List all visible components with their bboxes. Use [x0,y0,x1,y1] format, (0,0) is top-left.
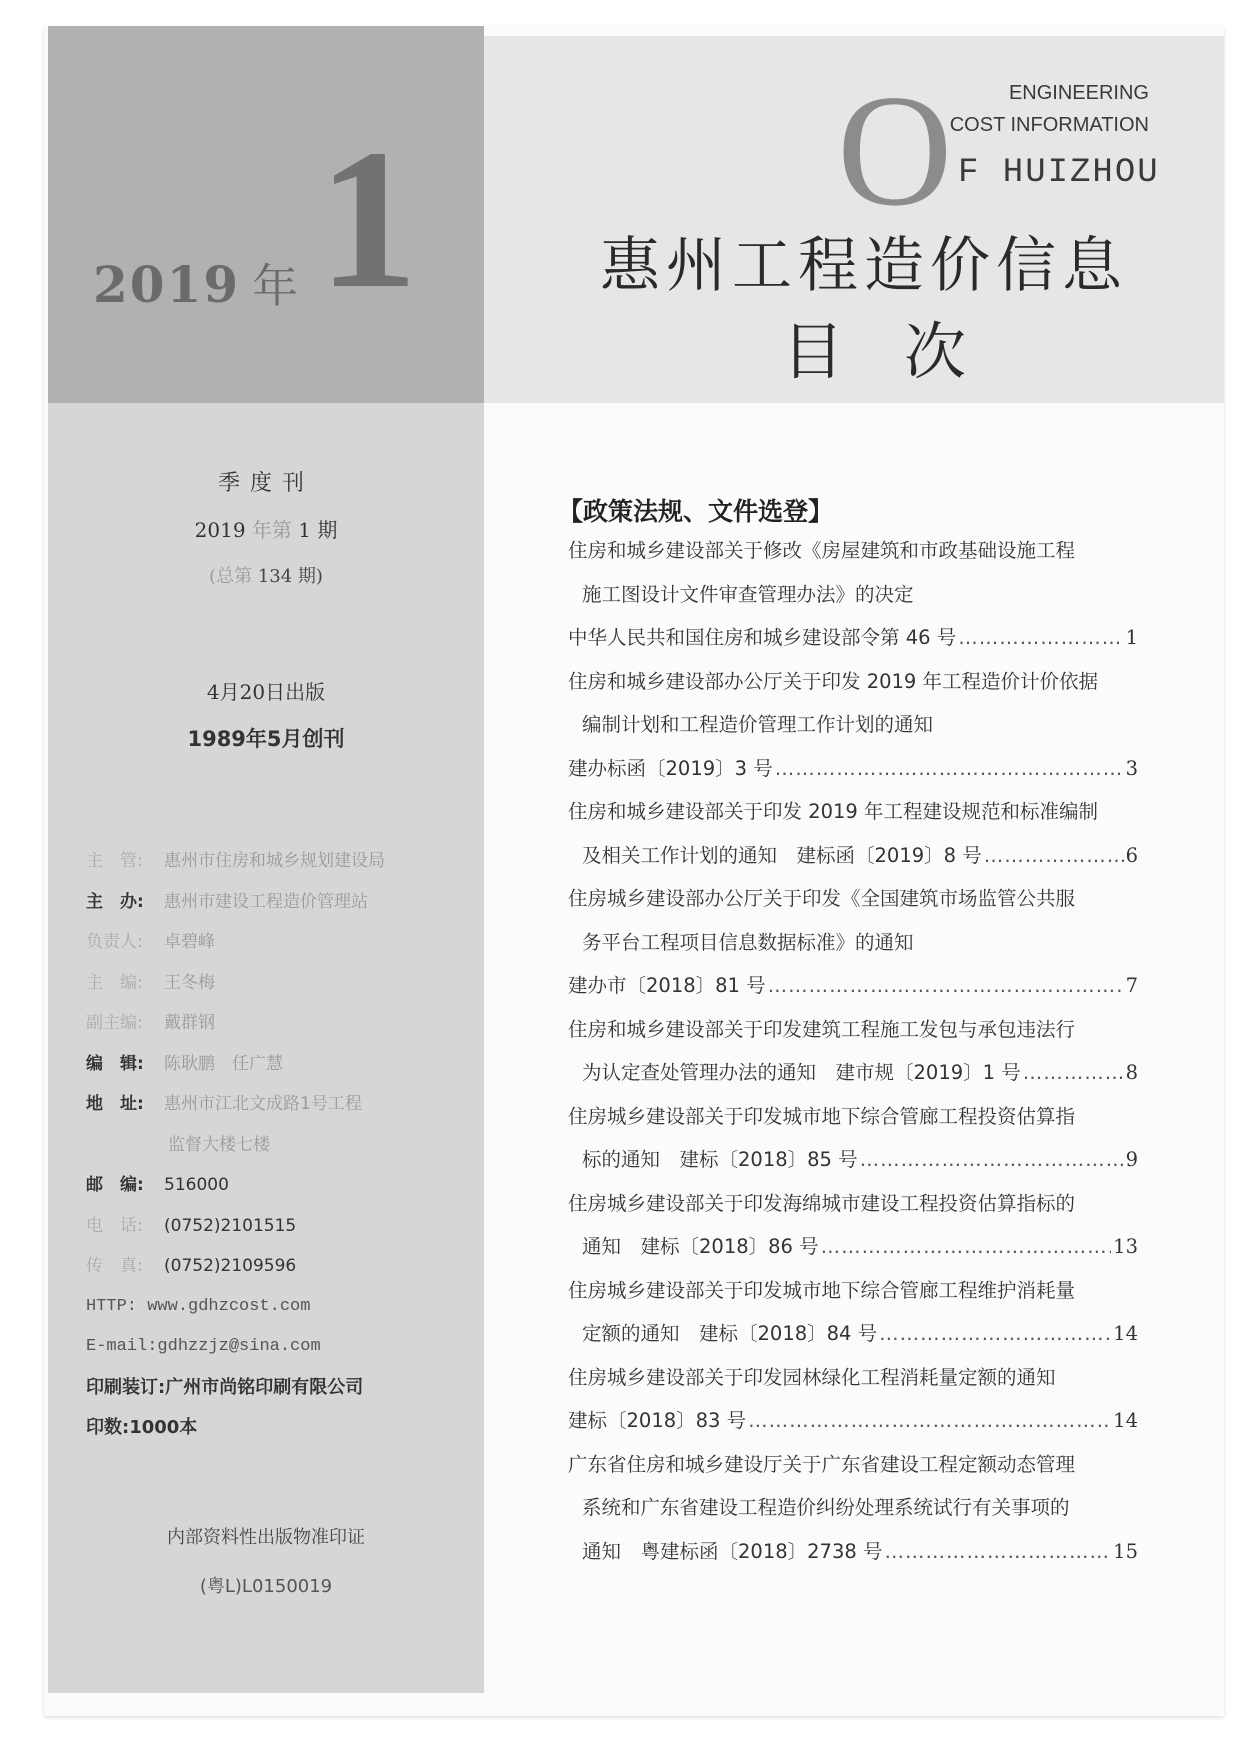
toc-section-heading: 【政策法规、文件选登】 [558,497,834,526]
masthead-row-print-run: 印数:1000本 [86,1417,198,1438]
dot-leader [768,973,1124,1017]
toc-entry[interactable]: 系统和广东省建设工程造价纠纷处理系统试行有关事项的 [582,1496,1070,1519]
masthead-row-address: 地 址: 惠州市江北文成路1号工程 [86,1094,362,1114]
contents-heading: 目次 [782,315,1027,388]
dot-leader [775,756,1124,800]
masthead-row-postcode: 邮 编: 516000 [86,1175,229,1195]
table-of-contents [558,492,1138,1582]
dot-leader [884,1539,1111,1583]
permit-title: 内部资料性出版物准印证 [167,1527,365,1548]
dot-leader [879,1321,1111,1365]
magazine-title: 惠州工程造价信息 [600,231,1128,301]
toc-entry[interactable]: 为认定查处管理办法的通知 建市规〔2019〕1 号 …………………………………………………………………………………… 8 [568,1060,1138,1104]
toc-page-number: 6 [1125,843,1138,867]
toc-entry[interactable]: 中华人民共和国住房和城乡建设部令第 46 号 …………………………………………………………………………………… 1 [568,625,1138,669]
masthead-row-website: HTTP: www.gdhzcost.com [86,1296,311,1316]
toc-page-number: 7 [1125,974,1138,997]
toc-entry[interactable]: 住房城乡建设部关于印发海绵城市建设工程投资估算指标的 [568,1191,1076,1215]
toc-entry[interactable]: 通知 建标〔2018〕86 号 …………………………………………………………………………………… 13 [568,1234,1138,1278]
toc-page-number: 8 [1125,1061,1138,1084]
toc-entry[interactable]: 建办市〔2018〕81 号 …………………………………………………………………………………… 7 [568,973,1138,1017]
toc-entry[interactable]: 务平台工程项目信息数据标准》的通知 [582,930,914,954]
masthead-row-supervisor: 主 管: 惠州市住房和城乡规划建设局 [86,851,385,871]
cover-issue-number: 1 [318,109,418,330]
toc-page-number: 3 [1125,756,1138,780]
toc-entry[interactable]: 定额的通知 建标〔2018〕84 号 …………………………………………………………………………………… 14 [568,1321,1138,1365]
toc-entry[interactable]: 编制计划和工程造价管理工作计划的通知 [582,713,934,736]
toc-page-number: 1 [1125,626,1138,649]
publish-date: 4月20日出版 [206,680,326,704]
masthead-row-editors: 编 辑: 陈耿鹏 任广慧 [86,1053,283,1074]
logo-letter-o: O [837,61,953,239]
toc-entry[interactable]: 住房和城乡建设部关于修改《房屋建筑和市政基础设施工程 [568,539,1076,562]
masthead-row-deputy-editor: 副主编: 戴群钢 [86,1013,215,1033]
toc-page-number: 14 [1113,1409,1138,1432]
toc-page-number: 13 [1113,1235,1138,1258]
toc-page-number: 9 [1125,1148,1138,1171]
toc-entry[interactable]: 及相关工作计划的通知 建标函〔2019〕8 号 …………………………………………………………………………………… 6 [568,843,1138,887]
english-title-line3: F HUIZHOU [958,154,1160,192]
toc-page-number: 15 [1113,1539,1138,1563]
masthead-row-phone: 电 话: (0752)2101515 [86,1215,297,1236]
toc-entry[interactable]: 住房城乡建设部关于印发城市地下综合管廊工程投资估算指 [568,1104,1076,1128]
issue-line: 2019 年第 1 期 [194,518,338,542]
dot-leader [984,843,1124,887]
masthead-row-fax: 传 真: (0752)2109596 [86,1256,297,1276]
toc-entry[interactable]: 住房城乡建设部办公厅关于印发《全国建筑市场监管公共服 [568,887,1076,910]
toc-entry[interactable]: 标的通知 建标〔2018〕85 号 …………………………………………………………………………………… 9 [568,1147,1138,1191]
toc-entry[interactable]: 住房城乡建设部关于印发园林绿化工程消耗量定额的通知 [568,1365,1056,1389]
toc-entry[interactable]: 广东省住房和城乡建设厅关于广东省建设工程定额动态管理 [568,1452,1076,1476]
toc-page-number: 14 [1113,1322,1138,1345]
masthead-row-printer: 印刷装订:广州市尚铭印刷有限公司 [86,1376,364,1398]
toc-entry[interactable]: 建办标函〔2019〕3 号 …………………………………………………………………………………… 3 [568,756,1138,800]
toc-entry[interactable]: 施工图设计文件审查管理办法》的决定 [582,582,914,606]
english-title-line1: ENGINEERING [1008,82,1149,104]
founded-date: 1989年5月创刊 [187,727,345,751]
toc-entry[interactable]: 住房和城乡建设部关于印发建筑工程施工发包与承包违法行 [568,1017,1076,1041]
toc-entry[interactable]: 建标〔2018〕83 号 …………………………………………………………………………………… 14 [568,1408,1138,1452]
dot-leader [860,1147,1124,1191]
toc-entry[interactable]: 通知 粤建标函〔2018〕2738 号 …………………………………………………………………………………… 15 [568,1539,1138,1583]
masthead-row-address-cont: 监督大楼七楼 [168,1134,270,1155]
dot-leader [1023,1060,1124,1104]
cover-year: 2019 年 [93,255,301,314]
dot-leader [958,625,1123,669]
publication-frequency: 季度刊 [217,471,314,496]
total-issue-line: (总第 134 期) [209,566,323,587]
masthead-row-chief-editor: 主 编: 王冬梅 [86,972,215,993]
dot-leader [748,1408,1111,1452]
masthead-info [86,850,466,1458]
permit-number: (粤L)L0150019 [199,1576,333,1597]
toc-entry[interactable]: 住房和城乡建设部办公厅关于印发 2019 年工程造价计价依据 [568,669,1099,693]
toc-entry[interactable]: 住房城乡建设部关于印发城市地下综合管廊工程维护消耗量 [568,1278,1076,1302]
masthead-row-sponsor: 主 办: 惠州市建设工程造价管理站 [86,891,368,912]
cover-issue-block [48,26,484,403]
english-title-line2: COST INFORMATION [949,114,1149,136]
masthead-row-email: E-mail:gdhzzjz@sina.com [86,1337,321,1356]
toc-entry[interactable]: 住房和城乡建设部关于印发 2019 年工程建设规范和标准编制 [568,800,1099,823]
dot-leader [821,1234,1112,1278]
masthead-row-director: 负责人: 卓碧峰 [86,932,215,952]
